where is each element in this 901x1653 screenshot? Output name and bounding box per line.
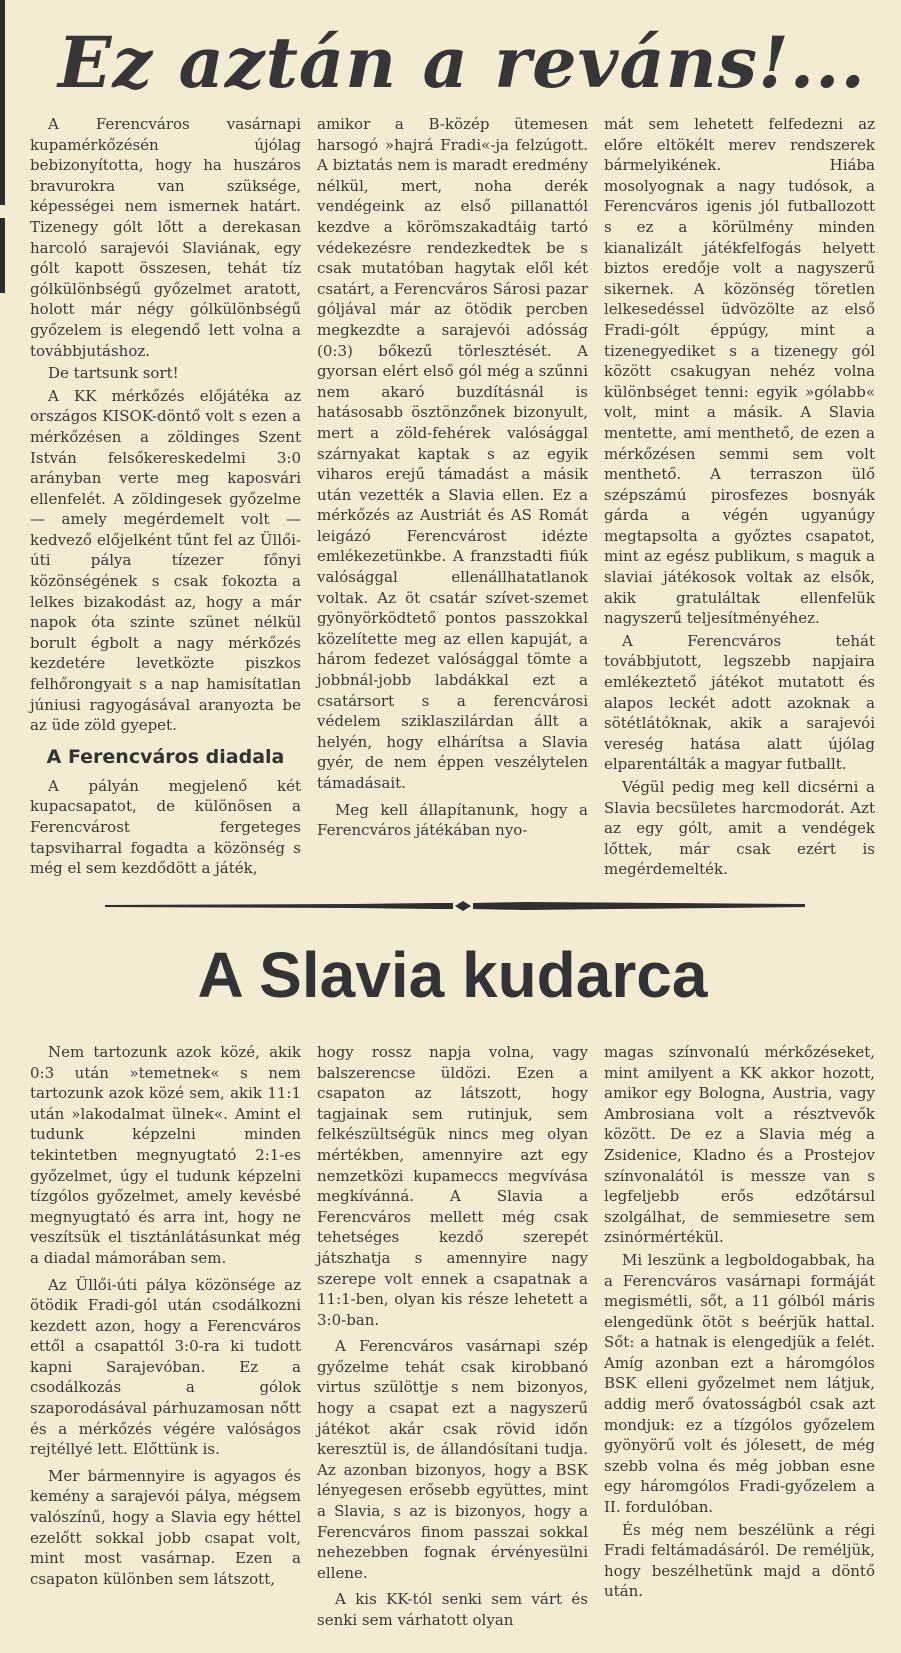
paragraph: Mi leszünk a legboldogabbak, ha a Ferencváros vasárnapi formáját megismétli, sőt, a 11 gólból máris elengedünk ötöt s beérjük hattal. Sőt: a hatnak is elengedjük a felét. Amíg azonban ezt a háromgólos BSK elleni győzelmet nem látjuk, addig merő óvatosságból csak azt mondjuk: ez a tízgólos győzelem gyönyörű volt és jólesett, de még szebb volna és még jobban esne egy háromgólos Fradi-győzelem a II. fordulóban. [604, 1250, 875, 1517]
paragraph: A Ferencváros vasárnapi kupamérkőzésén újólag bebizonyította, hogy ha huszáros bravurokra van szüksége, képességei nem ismernek határt. Tizenegy gólt lőtt a derekasan harcoló sarajevói Slaviának, egy gólt kapott összesen, tehát tíz gólkülönbségű győzelmet aratott, holott már négy gólkülönbségű győzelem is elegendő lett volna a továbbjutáshoz. [30, 115, 301, 360]
article-2-column-1 [30, 1042, 301, 1591]
paragraph: Végül pedig meg kell dicsérni a Slavia becsületes harcmodorát. Azt az egy gólt, amit a vendégek lőttek, már csak ezért is megérdemelték. [604, 778, 875, 879]
paragraph: Mer bármennyire is agyagos és kemény a sarajevói pálya, mégsem valószínű, hogy a Slavia egy héttel ezelőtt sokkal jobb csapat volt, mint most vasárnap. Ezen a csapaton különben sem látszott, [30, 1466, 301, 1588]
divider-left-rule [105, 903, 453, 909]
paragraph: hogy rossz napja volna, vagy balszerencse üldözi. Ezen a csapaton az látszott, hogy tagjainak sem rutinjuk, sem felkészültségük nincs meg olyan mértékben, amennyire azt egy nemzetközi kupameccs megvívása megkívánná. A Slavia a Ferencváros mellett még csak tehetséges kezdő szerepét játszhatja s amennyire nagy szerepe volt ennek a csapatnak a 11:1-ben, olyan kis része lehetett a 3:0-ban. [317, 1042, 588, 1329]
paragraph: De tartsunk sort! [48, 364, 179, 383]
paragraph: A pályán megjelenő két kupacsapatot, de különösen a Ferencvárost fergeteges tapsviharral fogadta a közönség s még el sem kezdődött a játék, [30, 776, 301, 878]
paragraph: A kis KK-tól senki sem várt és senki sem várhatott olyan [317, 1590, 588, 1629]
paragraph: És még nem beszélünk a régi Fradi feltámadásáról. De reméljük, hogy beszélhetünk majd a döntő után. [604, 1520, 875, 1601]
page-edge-bar [0, 0, 5, 205]
paragraph: A KK mérkőzés előjátéka az országos KISOK-döntő volt s ezen a mérkőzésen a zöldinges Szent István felsőkereskedelmi 3:0 arányban verte meg kaposvári ellenfelét. A zöldingesek győzelme — amely megérdemelt volt — kedvező előjelként tűnt fel az Üllői-úti pálya tízezer főnyi közönségének s csak fokozta a lelkes bizakodást az, hogy a már napok óta szinte szünet nélkül borult égbolt a nagy mérkőzés kezdetére levetközte piszkos felhőrongyait s a nap hamisítatlan júniusi ragyogásával aranyozta be az üde zöld gyepet. [30, 386, 301, 735]
article-1-subheading: A Ferencváros diadala [46, 745, 285, 768]
paragraph: A Ferencváros tehát továbbjutott, legszebb napjaira emlékeztető játékot mutatott és alapos leckét adott azoknak a sötétlátóknak, akik a sarajevói vereség hatása alatt újólag elparentálták a magyar futballt. [604, 631, 875, 774]
article-2-column-3 [604, 1042, 875, 1604]
ornamental-divider [105, 900, 805, 912]
paragraph: Nem tartozunk azok közé, akik 0:3 után »temetnek« s nem tartozunk azok közé sem, akik 11:1 után »lakodalmat ülnek«. Amint el tudunk képzelni minden tekintetben megnyugtató 2:1-es győzelmet, úgy el tudunk képzelni tízgólos győzelmet, amely kevésbé megnyugtató és arra int, hogy ne veszítsük el tisztánlátásunkat még a diadal mámorában sem. [30, 1042, 301, 1267]
article-1-column-2 [317, 114, 588, 843]
article-1-column-3 [604, 114, 875, 882]
paragraph: Az Üllői-úti pálya közönsége az ötödik Fradi-gól után csodálkozni kezdett azon, hogy a Ferencváros ettől a csapattól 3:0-ra ki tudott kapni Sarajevóban. Ez a csodálkozás a gólok szaporodásával párhuzamosan nőtt és a mérkőzés végére valóságos rejtéllyé lett. Előttünk is. [30, 1275, 301, 1459]
divider-right-rule [473, 902, 805, 910]
paragraph: magas színvonalú mérkőzéseket, mint amilyent a KK akkor hozott, amikor egy Bologna, Austria, vagy Ambrosiana volt a résztvevők között. De ez a Slavia még a Zsidenice, Kladno és a Prostejov színvonalától is messze van s legfeljebb erős edzőtársul szolgálhat, de semmiesetre sem zsinórmértékül. [604, 1042, 875, 1247]
article-2-column-2 [317, 1042, 588, 1633]
paragraph: mát sem lehetett felfedezni az előre eltökélt merev rendszerek bármelyikének. Hiába mosolyognak a nagy tudósok, a Ferencváros igenis jól futballozott s ez a körülmény minden kianalizált játékfelfogás helyett biztos eredője volt a nagyszerű sikernek. A közönség töretlen lelkesedéssel üdvözölte az első Fradi-gólt éppúgy, mint a tizenegyediket s a tizenegy gól között csakugyan nehéz volna különbséget tenni: egyik »gólabb« volt, mint a másik. A Slavia mentette, ami menthető, de ezen a mérkőzésen semmi sem volt menthető. A terraszon ülő szépszámú pirosfezes bosnyák gárda a végén ugyanúgy megtapsolta a győztes csapatot, mint az egész publikum, s maguk a slaviai játékosok voltak az elsők, akik gratuláltak ellenfelük nagyszerű teljesítményéhez. [604, 115, 875, 628]
article-2-headline: A Slavia kudarca [197, 938, 708, 1011]
divider-row [30, 882, 875, 912]
article-1-column-1 [30, 114, 301, 881]
article-1-body [30, 114, 875, 882]
divider-diamond [455, 901, 471, 911]
paragraph: A Ferencváros vasárnapi szép győzelme tehát csak kirobbanó virtus szülöttje s nem bizonyos, hogy a csapat ezt a nagyszerű játékot akár csak rövid időn keresztül is, de állandósítani tudja. Az azonban bizonyos, hogy a BSK lényegesen erősebb együttes, mint a Slavia, s az is bizonyos, hogy a Ferencváros finom passzai sokkal nehezebben fognak érvényesülni ellene. [317, 1337, 588, 1582]
paragraph: amikor a B-közép ütemesen harsogó »hajrá Fradi«-ja felzúgott. A biztatás nem is maradt eredmény nélkül, mert, noha derék vendégeink az első pillanattól kezdve a körömszakadtáig tartó védekezésre rendezkedtek be s csak mutatóban hagytak elől két csatárt, a Ferencváros Sárosi pazar góljával már az ötödik percben megkezdte a sarajevói adósság (0:3) bőkezű törlesztését. A gyorsan elért első gól még a szűnni nem akaró buzdításnál is hatásosabb ösztönzőnek bizonyult, mert a zöld-fehérek valósággal szárnyakat kaptak s az egyik viharos erejű támadást a másik után vezették a Slavia ellen. Ez a mérkőzés az Austriát és AS Romát leigázó Ferencvárost idézte emlékezetünkbe. A franzstadti fiúk valósággal ellenállhatatlanok voltak. Az öt csatár szívet-szemet gyönyörködtető pontos passzokkal közelítette meg az ellen kapuját, a három fedezet valósággal tömte a jobbnál-jobb labdákkal ezt a csatársort s a ferencvárosi védelem sziklaszilárdan állt a helyén, hogy elhárítsa a Slavia gyér, de nem éppen veszélytelen támadásait. [317, 115, 588, 792]
paragraph: Meg kell állapítanunk, hogy a Ferencváros játékában nyo- [317, 800, 588, 840]
page-edge-bar [0, 218, 5, 293]
article-2-body [30, 1042, 875, 1633]
article-1-headline: Ez aztán a reváns!... [58, 21, 866, 104]
